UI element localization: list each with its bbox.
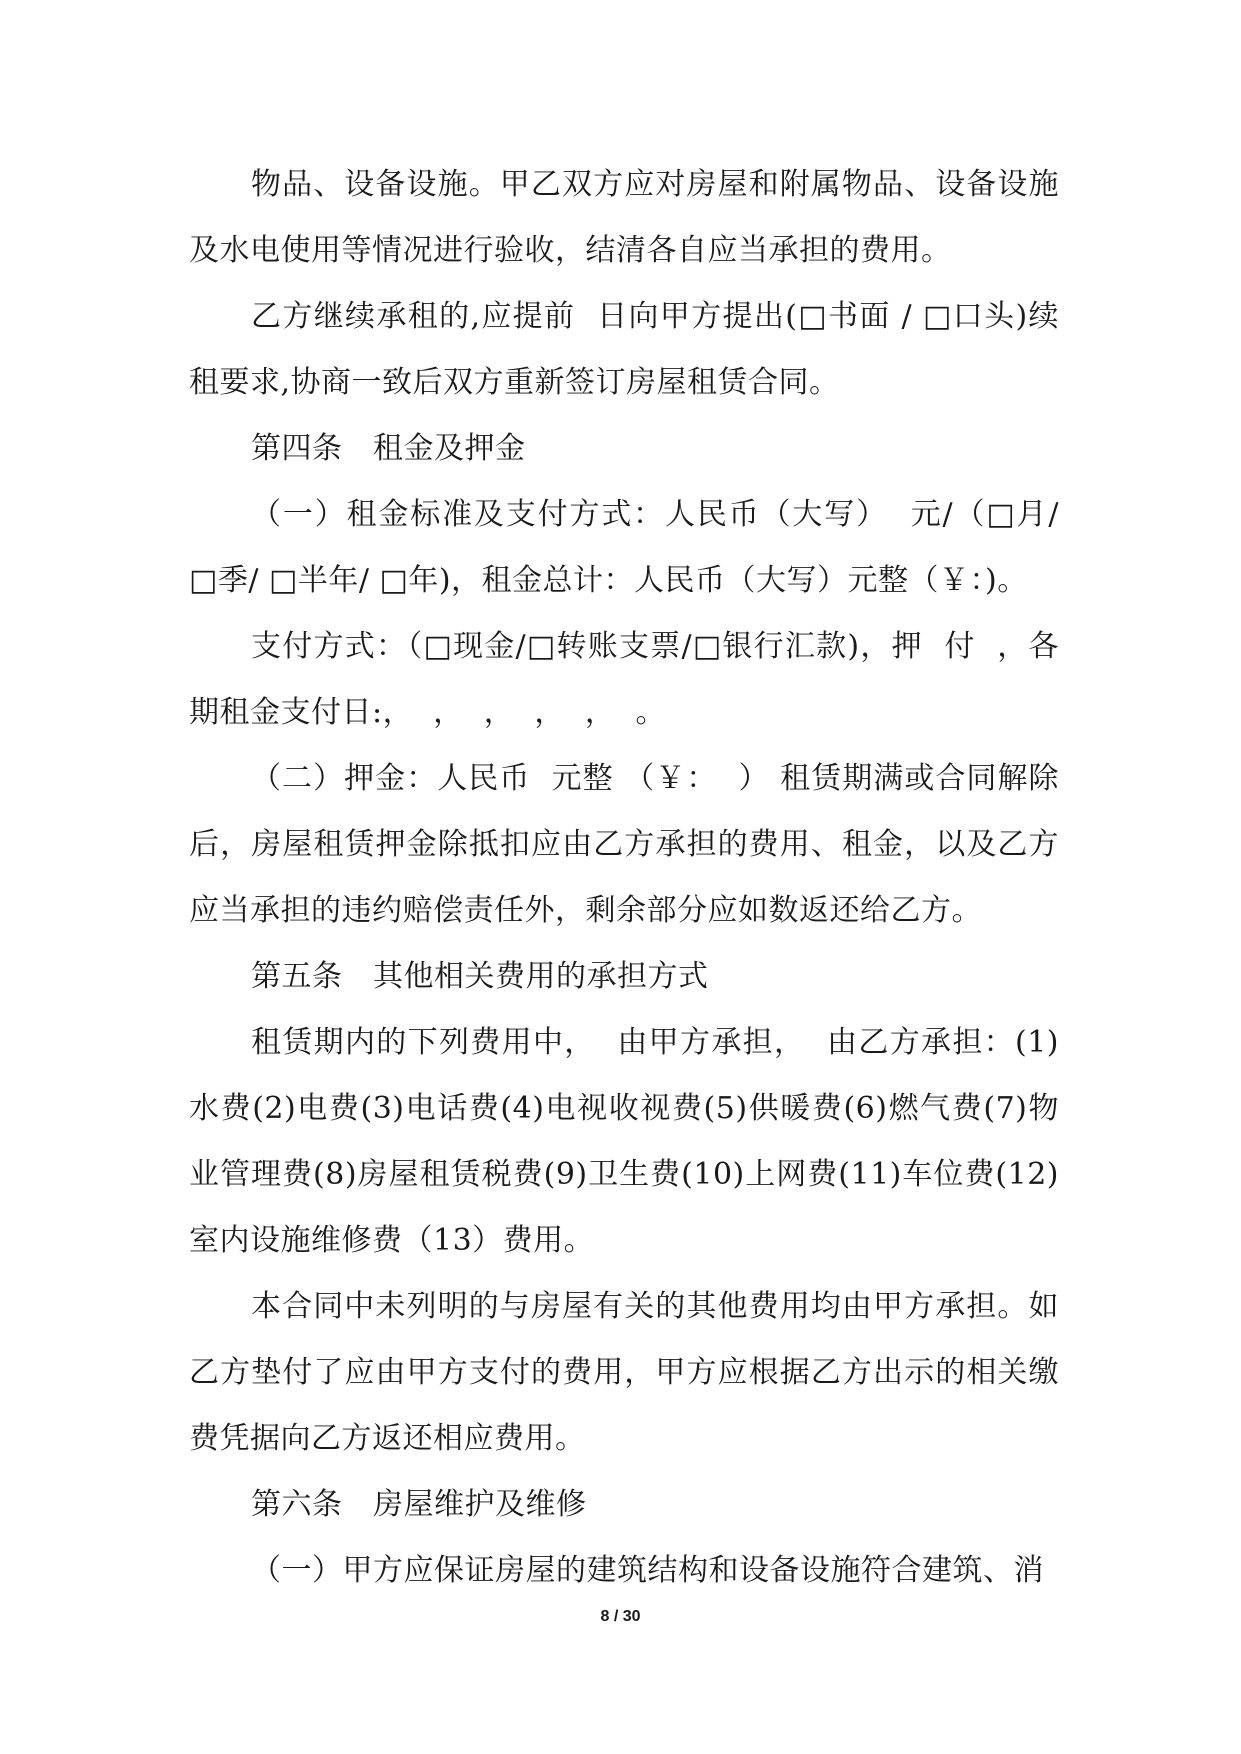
article-6-heading: 第六条 房屋维护及维修: [251, 1487, 587, 1522]
paragraph-renewal: 乙方继续承租的,应提前 日向甲方提出(□书面 / □口头)续租要求,协商一致后双方重新签订房屋租赁合同。: [189, 299, 1059, 400]
page-number: 8 / 30: [600, 1608, 641, 1625]
paragraph-acceptance: 物品、设备设施。甲乙双方应对房屋和附属物品、设备设施及水电使用等情况进行验收，结清各自应当承担的费用。: [189, 167, 1059, 268]
paragraph-deposit: （二）押金：人民币 元整 （￥： ） 租赁期满或合同解除后，房屋租赁押金除抵扣应由乙方承担的费用、租金，以及乙方应当承担的违约赔偿责任外，剩余部分应如数返还给乙方。: [189, 761, 1059, 928]
paragraph-rent-standard: （一）租金标准及支付方式：人民币（大写） 元/（□月/ □季/ □半年/ □年)，租金总计：人民币（大写）元整（￥：)。: [189, 497, 1070, 598]
paragraph-other-fees: 本合同中未列明的与房屋有关的其他费用均由甲方承担。如乙方垫付了应由甲方支付的费用，甲方应根据乙方出示的相关缴费凭据向乙方返还相应费用。: [189, 1289, 1059, 1456]
paragraph-maintenance: （一）甲方应保证房屋的建筑结构和设备设施符合建筑、消: [251, 1553, 1044, 1588]
paragraph-payment-method: 支付方式：（□现金/□转账支票/□银行汇款)，押 付 ，各期租金支付日:， ， ， ， ， 。: [189, 629, 1059, 730]
article-4-heading: 第四条 租金及押金: [251, 431, 526, 466]
paragraph-fees-list: 租赁期内的下列费用中， 由甲方承担， 由乙方承担：(1)水费(2)电费(3)电话费(4)电视收视费(5)供暖费(6)燃气费(7)物业管理费(8)房屋租赁税费(9)卫生费(10)上网费(11)车位费(12)室内设施维修费（13）费用。: [189, 1025, 1059, 1258]
article-5-heading: 第五条 其他相关费用的承担方式: [251, 959, 709, 994]
document-body: [189, 152, 1070, 1604]
